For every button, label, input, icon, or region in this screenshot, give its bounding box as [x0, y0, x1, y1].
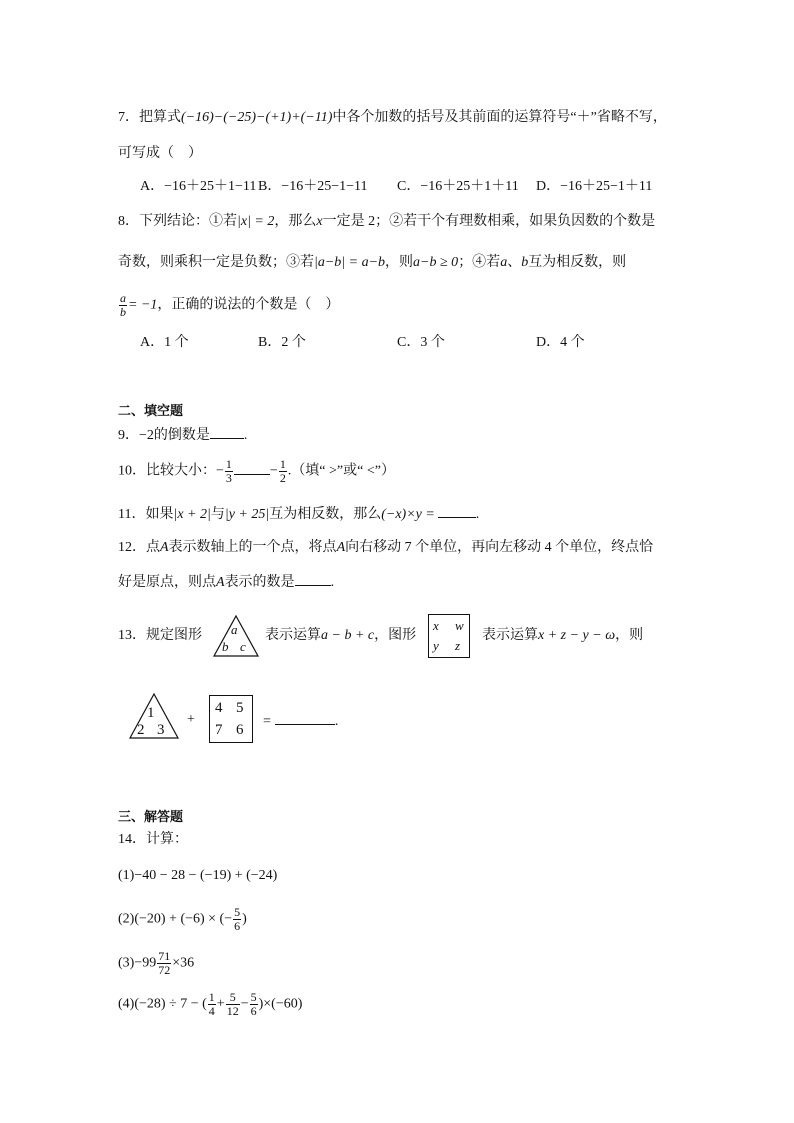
q12-line1 — [118, 538, 653, 558]
q12-text: 表示的数是 — [224, 575, 295, 590]
q8-text: 互为相反数，则 — [528, 255, 627, 270]
denominator: b — [120, 305, 126, 319]
q12-point-a: A — [160, 540, 169, 555]
q13-plus: + — [187, 712, 195, 727]
q14-part-4 — [118, 991, 302, 1018]
q7-expression: (−16)−(−25)−(+1)+(−11) — [181, 110, 333, 125]
q10 — [118, 458, 395, 485]
q11-answer-blank[interactable] — [438, 503, 476, 518]
square-value-bottom-left: 7 — [215, 722, 223, 738]
q13-operation-1: a − b + c — [321, 628, 375, 643]
q8-line1 — [118, 212, 655, 232]
q8-text: ，正确的说法的个数是（ ） — [157, 297, 340, 313]
q12-text: 表示数轴上的一个点，将点 — [168, 540, 337, 555]
denominator: 12 — [226, 1004, 239, 1018]
q13-text: 表示运算 — [482, 628, 538, 643]
q12-text: 好是原点，则点 — [118, 575, 216, 590]
numerator: 1 — [225, 457, 232, 471]
q13-text: ，图形 — [374, 628, 417, 643]
minus-sign: − — [269, 463, 278, 479]
square-label-bottom-left: y — [433, 638, 439, 653]
q14-title: 14．计算： — [118, 832, 188, 847]
q12-answer-blank[interactable] — [295, 571, 331, 586]
triangle-label-bottom-left: b — [222, 639, 229, 654]
q7-line1 — [118, 108, 667, 128]
q14-fraction — [233, 906, 241, 933]
q14-fraction — [226, 991, 240, 1018]
denominator: 4 — [208, 1004, 215, 1018]
q14-text: (4)(−28) ÷ 7 − ( — [118, 996, 207, 1012]
q11-text: 与 — [210, 507, 225, 522]
square-value-top-right: 5 — [236, 700, 244, 716]
section-answer: 三、解答题 — [118, 809, 184, 824]
q10-text: 10．比较大小： — [118, 463, 216, 479]
q11-period: . — [475, 507, 480, 522]
square-value-bottom-right: 6 — [236, 722, 244, 738]
q8-text: 8．下列结论：①若 — [118, 214, 237, 229]
q8-text: 奇数，则乘积一定是负数；③若 — [118, 255, 314, 270]
q12-point-a: A — [216, 575, 225, 590]
numerator: a — [120, 291, 126, 305]
q14-fraction — [208, 991, 216, 1018]
q7-option-c: C．−16＋25＋1＋11 — [397, 179, 519, 194]
square-label-top-left: x — [433, 618, 439, 633]
q14-text: )×(−60) — [258, 996, 303, 1012]
q8-math: a−b ≥ 0 — [413, 255, 459, 270]
q12-period: . — [330, 575, 335, 590]
numerator: 5 — [250, 990, 257, 1004]
triangle-value-bottom-left: 2 — [137, 722, 145, 738]
minus-sign: − — [216, 463, 224, 479]
denominator: 72 — [158, 963, 171, 977]
q14-part-3 — [118, 950, 194, 977]
numerator: 1 — [279, 457, 286, 471]
q8-option-a: A．1 个 — [140, 335, 189, 350]
q14-part-1: (1)−40 − 28 − (−19) + (−24) — [118, 868, 278, 883]
q8-math: x — [316, 214, 323, 229]
q11-math: |x + 2| — [173, 507, 211, 522]
q10-hint: .（填“ >”或“ <”） — [287, 463, 395, 479]
q11-math: (−x)×y = — [381, 507, 435, 522]
triangle-label-top: a — [231, 622, 238, 637]
q9-answer-blank[interactable] — [210, 424, 244, 439]
q8-math: |a−b| = a−b — [314, 255, 386, 270]
q13-prefix: 13．规定图形 — [118, 628, 202, 643]
q13-answer-blank[interactable] — [275, 710, 335, 725]
square-label-top-right: w — [455, 618, 464, 633]
q14-text: (3)−99 — [118, 955, 157, 971]
q14-part-2 — [118, 906, 247, 933]
q11-text: 互为相反数，那么 — [269, 507, 382, 522]
denominator: 3 — [225, 471, 232, 485]
equals-sign: = — [263, 714, 271, 729]
triangle-value-bottom-right: 3 — [157, 722, 165, 738]
q14-fraction — [250, 991, 258, 1018]
q7-option-a: A．−16＋25＋1−11 — [140, 179, 257, 194]
q12-text: 向右移动 7 个单位，再向左移动 4 个单位，终点恰 — [345, 540, 654, 555]
square-label-bottom-right: z — [455, 638, 461, 653]
q11-math: |y + 25| — [224, 507, 270, 522]
q13-result — [263, 710, 338, 732]
q13-text: 表示运算 — [265, 628, 321, 643]
q13-mid — [265, 626, 416, 646]
q14-text: (2)(−20) + (−6) × (− — [118, 911, 233, 927]
q9-text: 9．−2的倒数是 — [118, 428, 210, 443]
q8-text: ，那么 — [274, 214, 317, 229]
q8-text: 一定是 2；②若干个有理数相乘，如果负因数的个数是 — [322, 214, 656, 229]
q13-end — [482, 626, 643, 646]
q13-period: . — [334, 714, 339, 729]
q7-option-d: D．−16＋25−1＋11 — [536, 179, 653, 194]
q8-line2 — [118, 253, 626, 273]
denominator: 6 — [234, 919, 241, 933]
q7-stem: 7．把算式 — [118, 110, 181, 125]
numerator: 1 — [208, 990, 215, 1004]
q8-math: = −1 — [128, 297, 158, 313]
q8-option-d: D．4 个 — [536, 335, 585, 350]
q12-point-a: A — [336, 540, 346, 555]
q14-fraction — [157, 950, 171, 977]
q8-text: 、 — [507, 255, 522, 270]
q8-text: ；④若 — [458, 255, 501, 270]
q8-fraction — [119, 292, 127, 319]
q12-line2 — [118, 571, 334, 593]
q12-text: 12．点 — [118, 540, 160, 555]
q8-line3 — [118, 292, 339, 319]
q7-stem-cont: 中各个加数的括号及其前面的运算符号“＋”省略不写， — [332, 110, 667, 125]
section-fill-in: 二、填空题 — [118, 403, 184, 418]
q8-option-c: C．3 个 — [397, 335, 445, 350]
q9 — [118, 424, 247, 446]
q14-text: ) — [242, 911, 247, 927]
q8-math: b — [521, 255, 529, 270]
q13-operation-2: x + z − y − ω — [538, 628, 616, 643]
q14-text: ×36 — [172, 955, 195, 971]
minus-sign: − — [240, 996, 249, 1012]
q10-fraction-1 — [225, 458, 233, 485]
q9-period: . — [243, 428, 248, 443]
q8-option-b: B．2 个 — [258, 335, 306, 350]
triangle-label-bottom-right: c — [240, 639, 246, 654]
numerator: 5 — [234, 905, 241, 919]
q11-text: 11．如果 — [118, 507, 174, 522]
q8-math: a — [500, 255, 508, 270]
denominator: 6 — [250, 1004, 257, 1018]
q8-text: ，则 — [385, 255, 414, 270]
q8-math: |x| = 2 — [237, 214, 275, 229]
q10-fraction-2 — [279, 458, 287, 485]
triangle-value-top: 1 — [147, 705, 155, 721]
numerator: 71 — [158, 949, 171, 963]
denominator: 2 — [279, 471, 286, 485]
q11 — [118, 503, 479, 525]
q13-text: ，则 — [615, 628, 644, 643]
q7-line2: 可写成（ ） — [118, 146, 202, 161]
plus-sign: + — [216, 996, 225, 1012]
q10-answer-blank[interactable] — [234, 460, 270, 475]
square-value-top-left: 4 — [215, 700, 223, 716]
q7-option-b: B．−16＋25−1−11 — [258, 179, 368, 194]
numerator: 5 — [226, 991, 240, 1005]
